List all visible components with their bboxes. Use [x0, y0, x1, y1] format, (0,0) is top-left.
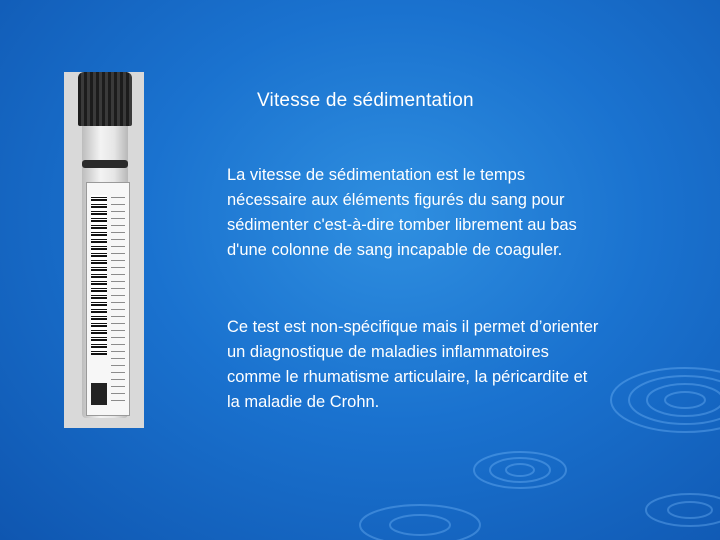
- label-print: [111, 191, 125, 401]
- paragraph-clinical-use: Ce test est non-spécifique mais il permet d’orienter un diagnostique de maladies inflammatoires comme le rhumatisme articulaire, la péricardite et la maladie de Crohn.: [227, 318, 599, 411]
- test-tube-photo: [64, 72, 144, 428]
- tube-band: [82, 160, 128, 168]
- barcode: [91, 195, 107, 355]
- slide-title: Vitesse de sédimentation: [257, 90, 474, 111]
- tube-cap: [78, 72, 132, 126]
- tube-label: [86, 182, 130, 416]
- paragraph-definition: La vitesse de sédimentation est le temps nécessaire aux éléments figurés du sang pour sédimenter c'est-à-dire tomber librement au bas d'une colonne de sang incapable de coaguler.: [227, 166, 577, 259]
- label-logo: [91, 383, 107, 405]
